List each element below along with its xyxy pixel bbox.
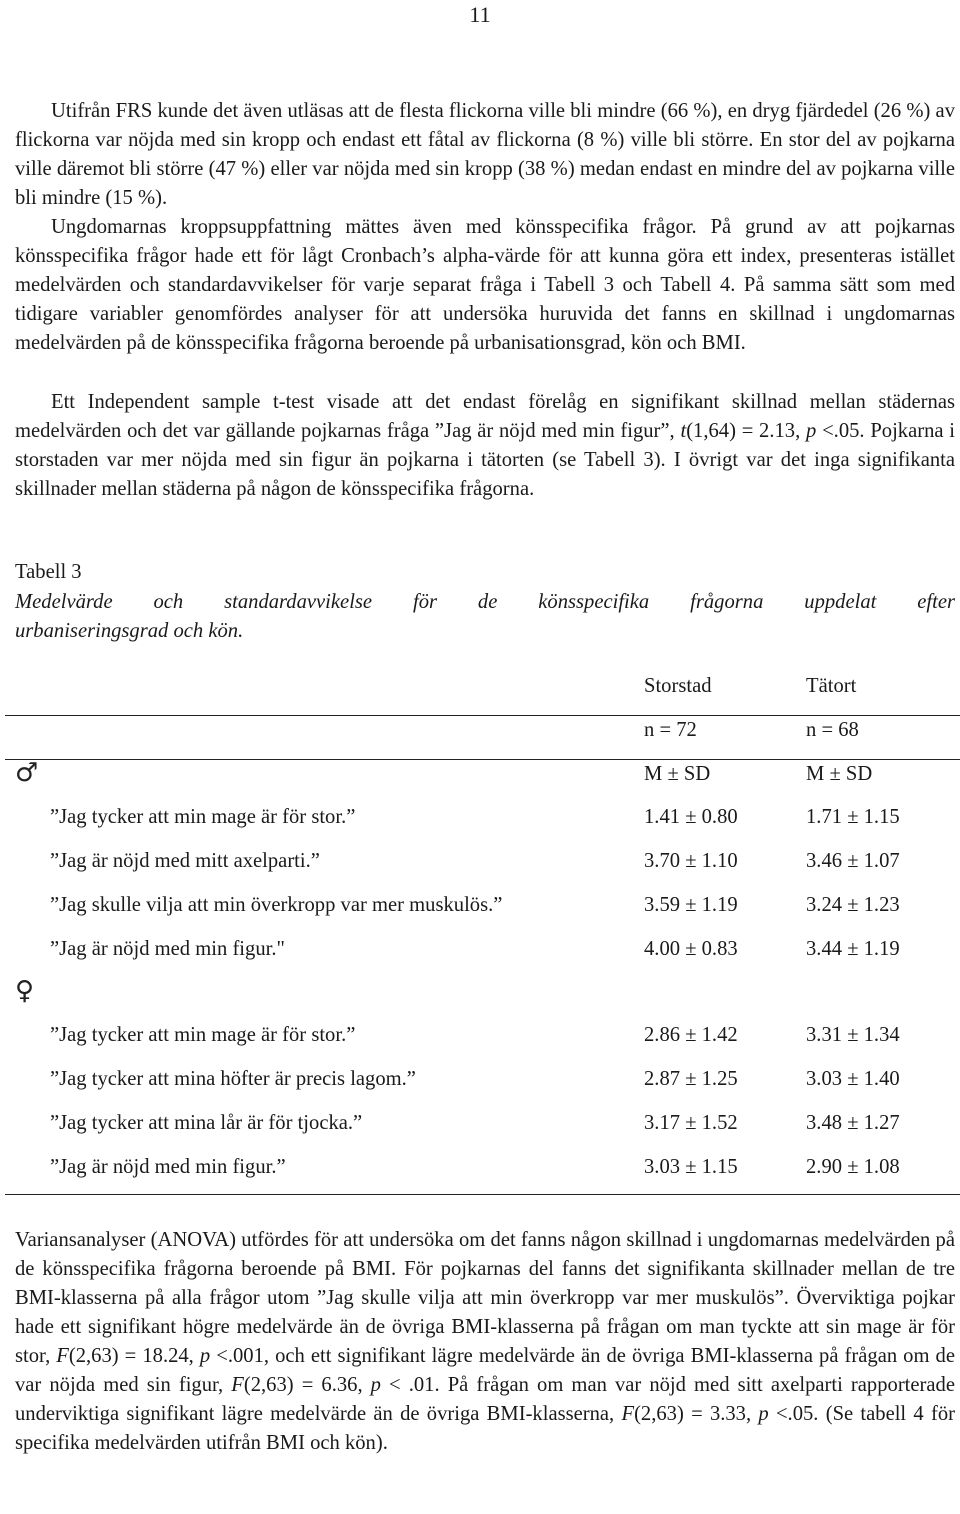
f-symbol: F	[231, 1374, 244, 1396]
female-row-3-tatort: 3.48 ± 1.27	[806, 1112, 900, 1134]
male-row-1-storstad: 1.41 ± 0.80	[644, 806, 738, 828]
col-header-tatort: Tätort	[806, 675, 857, 697]
table-caption-line2: urbaniseringsgrad och kön.	[15, 620, 244, 642]
male-row-4-question: ”Jag är nöjd med min figur."	[50, 938, 285, 960]
male-row-1-question: ”Jag tycker att min mage är för stor.”	[50, 806, 356, 828]
table-label: Tabell 3	[15, 561, 82, 583]
female-row-4-question: ”Jag är nöjd med min figur.”	[50, 1156, 286, 1178]
male-row-3-storstad: 3.59 ± 1.19	[644, 894, 738, 916]
male-row-4-storstad: 4.00 ± 0.83	[644, 938, 738, 960]
male-row-2-question: ”Jag är nöjd med mitt axelparti.”	[50, 850, 320, 872]
male-row-3-question: ”Jag skulle vilja att min överkropp var mer muskulös.”	[50, 894, 503, 916]
female-row-3-question: ”Jag tycker att mina lår är för tjocka.”	[50, 1112, 363, 1134]
table-header-rule	[5, 759, 960, 760]
table-top-rule	[5, 715, 960, 716]
female-row-1-question: ”Jag tycker att min mage är för stor.”	[50, 1024, 356, 1046]
f-symbol: F	[621, 1403, 635, 1425]
female-row-2-question: ”Jag tycker att mina höfter är precis lagom.”	[50, 1068, 416, 1090]
f-symbol: F	[56, 1345, 69, 1367]
table-caption-line1: Medelvärde och standardavvikelse för de könsspecifika frågorna uppdelat efter	[15, 591, 955, 613]
male-row-4-tatort: 3.44 ± 1.19	[806, 938, 900, 960]
p-symbol: p	[758, 1403, 769, 1425]
paragraph-frs-text: Utifrån FRS kunde det även utläsas att de flesta flickorna ville bli mindre (66 %), en dryg fjärdedel (26 %) av flickorna var nöjda med sin kropp och endast ett fåtal av flickorna (8 %) ville bli större. En stor del av pojkarna ville däremot bli större (47 %) eller var nöjda med sin kropp (38 %) medan endast en mindre del av pojkarna ville bli mindre (15 %).	[15, 100, 955, 209]
col-n-tatort: n = 68	[806, 719, 859, 741]
table-caption	[15, 588, 955, 646]
female-row-4-tatort: 2.90 ± 1.08	[806, 1156, 900, 1178]
female-row-2-tatort: 3.03 ± 1.40	[806, 1068, 900, 1090]
col-n-storstad: n = 72	[644, 719, 697, 741]
female-row-1-tatort: 3.31 ± 1.34	[806, 1024, 900, 1046]
paragraph-ttest: Ett Independent sample t-test visade att det endast förelåg en signifikant skillnad mellan städernas medelvärden och det var gällande pojkarnas fråga ”Jag är nöjd med min figur”, t(1,64) = 2.13, p <.05. Pojkarna i storstaden var mer nöjda med sin figur än pojkarna i tätorten (se Tabell 3). I övrigt var det inga signifikanta skillnader mellan städerna på någon de könsspecifika frågorna.	[15, 391, 955, 500]
p-symbol: p	[199, 1345, 211, 1367]
paragraph-frs	[15, 97, 955, 358]
female-row-2-storstad: 2.87 ± 1.25	[644, 1068, 738, 1090]
female-row-1-storstad: 2.86 ± 1.42	[644, 1024, 738, 1046]
male-row-2-tatort: 3.46 ± 1.07	[806, 850, 900, 872]
female-row-3-storstad: 3.17 ± 1.52	[644, 1112, 738, 1134]
p-symbol: p	[806, 420, 817, 442]
paragraph-anova: Variansanalyser (ANOVA) utfördes för att undersöka om det fanns någon skillnad i ungdomarnas medelvärden på de könsspecifika frågorna beroende på BMI. För pojkarnas del fanns det signifikanta skillnader mellan de tre BMI-klasserna på alla frågor utom ”Jag skulle vilja att min överkropp var mer muskulös”. Överviktiga pojkar hade ett signifikant högre medelvärde än de övriga BMI-klasserna på frågan om man tyckte att sin mage är för stor, F(2,63) = 18.24, p <.001, och ett signifikant lägre medelvärde än de övriga BMI-klasserna på frågan om de var nöjda med sin figur, F(2,63) = 6.36, p < .01. På frågan om man var nöjd med sitt axelparti rapporterade underviktiga signifikant lägre medelvärde än de övriga BMI-klasserna, F(2,63) = 3.33, p <.05. (Se tabell 4 för specifika medelvärden utifrån BMI och kön).	[15, 1229, 955, 1454]
col-stat-storstad: M ± SD	[644, 763, 711, 785]
male-row-1-tatort: 1.71 ± 1.15	[806, 806, 900, 828]
col-header-storstad: Storstad	[644, 675, 712, 697]
p-symbol: p	[370, 1374, 381, 1396]
t-symbol: t	[680, 420, 687, 442]
col-stat-tatort: M ± SD	[806, 763, 873, 785]
paragraph-kroppsuppfattning: Ungdomarnas kroppsuppfattning mättes även med könsspecifika frågor. På grund av att pojkarnas könsspecifika frågor hade ett för lågt Cronbach’s alpha-värde för att kunna göra ett index, presenteras istället medelvärden och standardavvikelser för varje separat fråga i Tabell 3 och Tabell 4. På samma sätt som med tidigare variabler genomfördes analyser för att undersöka huruvida det fanns en skillnad i ungdomarnas medelvärden på de könsspecifika frågorna beroende på urbanisationsgrad, kön och BMI.	[15, 216, 955, 354]
table-bottom-rule	[5, 1194, 960, 1195]
male-row-3-tatort: 3.24 ± 1.23	[806, 894, 900, 916]
female-row-4-storstad: 3.03 ± 1.15	[644, 1156, 738, 1178]
male-row-2-storstad: 3.70 ± 1.10	[644, 850, 738, 872]
male-symbol-icon: ♂	[15, 758, 39, 788]
page-number: 11	[469, 2, 491, 27]
female-symbol-icon: ♀	[15, 976, 35, 1006]
